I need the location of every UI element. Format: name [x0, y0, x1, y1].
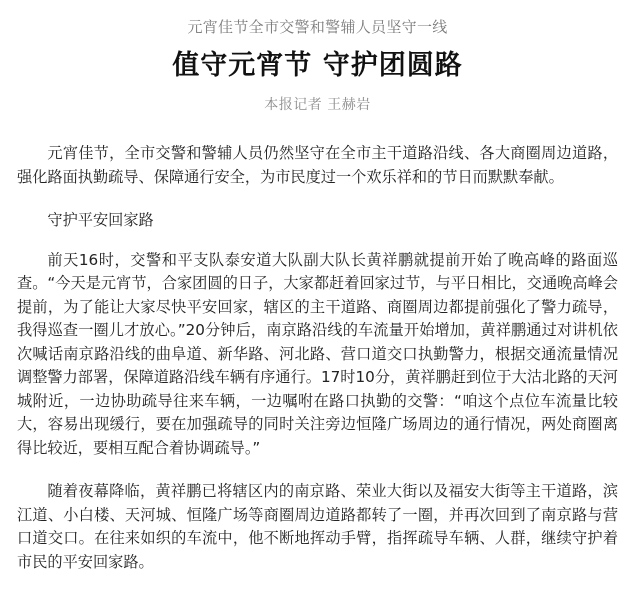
section-subheading: 守护平安回家路 [47, 211, 154, 229]
article-body [17, 142, 618, 574]
paragraph-intro: 元宵佳节，全市交警和警辅人员仍然坚守在全市主干道路沿线、各大商圈周边道路，强化路面执勤疏导、保障通行安全，为市民度过一个欢乐祥和的节日而默默奉献。 [17, 144, 618, 186]
paragraph-patrol: 前天16时，交警和平支队泰安道大队副大队长黄祥鹏就提前开始了晚高峰的路面巡查。“今天是元宵节，合家团圆的日子，大家都赶着回家过节，与平日相比，交通晚高峰会提前，为了能让大家尽快平安回家，辖区的主干道路、商圈周边都提前强化了警力疏导，我得巡查一圈儿才放心。”20分钟后，南京路沿线的车流量开始增加，黄祥鹏通过对讲机依次喊话南京路沿线的曲阜道、新华路、河北路、营口道交口执勤警力，根据交通流量情况调整警力部署，保障道路沿线车辆有序通行。17时10分，黄祥鹏赶到位于大沽北路的天河城附近，一边协助疏导往来车辆，一边嘱咐在路口执勤的交警：“咱这个点位车流量比较大，容易出现缓行，要在加强疏导的同时关注旁边恒隆广场周边的通行情况，两处商圈离得比较近，要相互配合着协调疏导。” [17, 250, 618, 457]
article-kicker: 元宵佳节全市交警和警辅人员坚守一线 [187, 18, 448, 36]
article-headline: 值守元宵节 守护团圆路 [172, 50, 463, 81]
article-byline: 本报记者 王赫岩 [264, 97, 371, 113]
paragraph-evening: 随着夜幕降临，黄祥鹏已将辖区内的南京路、荣业大街以及福安大街等主干道路，滨江道、小白楼、天河城、恒隆广场等商圈周边道路都转了一圈，并再次回到了南京路与营口道交口。在往来如织的车流中，他不断地挥动手臂，指挥疏导车辆、人群，继续守护着市民的平安回家路。 [17, 482, 618, 571]
